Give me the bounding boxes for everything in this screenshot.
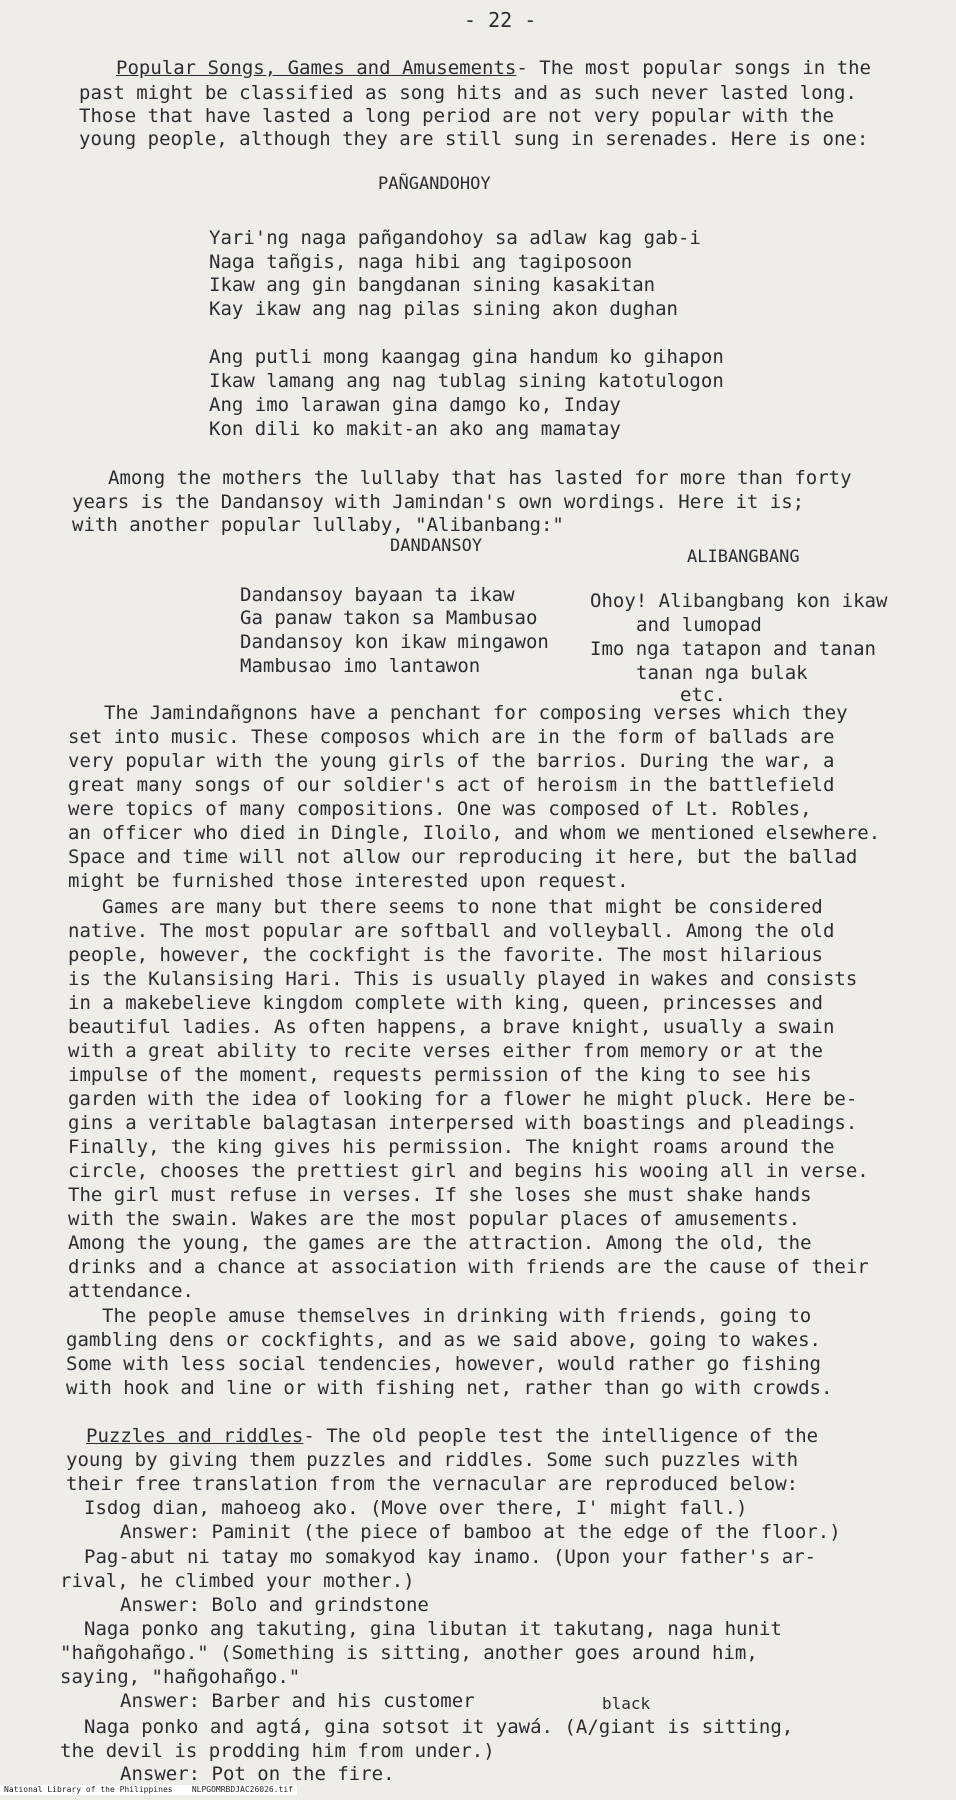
song-line: tanan nga bulak xyxy=(636,662,808,684)
paragraph-line: with another popular lullaby, "Alibanbang:" xyxy=(72,514,564,536)
song-line: Yari'ng naga pañgandohoy sa adlaw kag gab-i xyxy=(209,227,701,249)
section-text: young by giving them puzzles and riddles. Some such puzzles with xyxy=(66,1449,799,1471)
riddle-line: rival, he climbed your mother.) xyxy=(60,1570,415,1592)
paragraph-line: people, however, the cockfight is the favorite. The most hilarious xyxy=(68,944,823,966)
paragraph-line: Space and time will not allow our reproducing it here, but the ballad xyxy=(68,846,858,868)
riddle-line: "hañgohañgo." (Something is sitting, another goes around him, xyxy=(60,1642,758,1664)
section-text: their free translation from the vernacular are reproduced below: xyxy=(66,1473,799,1495)
paragraph-line: with the swain. Wakes are the most popular places of amusements. xyxy=(68,1208,801,1230)
riddle-line: Pag-abut ni tatay mo somakyod kay inamo. (Upon your father's ar- xyxy=(84,1546,817,1568)
section-text: - The old people test the intelligence of the xyxy=(303,1425,819,1447)
song-line: Imo nga tatapon and tanan xyxy=(590,638,876,660)
section-heading-songs: Popular Songs, Games and Amusements xyxy=(116,57,517,79)
paragraph-line: an officer who died in Dingle, Iloilo, and whom we mentioned elsewhere. xyxy=(68,822,881,844)
section-intro-first-line xyxy=(86,1425,818,1447)
song-title: DANDANSOY xyxy=(390,536,483,556)
song-line: Ang imo larawan gina damgo ko, Inday xyxy=(209,394,621,416)
section-text: young people, although they are still sung in serenades. Here is one: xyxy=(79,128,869,150)
paragraph-line: might be furnished those interested upon request. xyxy=(68,870,629,892)
song-line: Ohoy! Alibangbang kon ikaw xyxy=(590,590,888,612)
song-line: Kon dili ko makit-an ako ang mamatay xyxy=(209,418,621,440)
riddle-answer: Answer: Bolo and grindstone xyxy=(120,1594,429,1616)
paragraph-line: great many songs of our soldier's act of heroism in the battlefield xyxy=(68,774,835,796)
riddle-line: Naga ponko and agtá, gina sotsot it yawá. (A/giant is sitting, xyxy=(84,1716,794,1738)
paragraph-line: very popular with the young girls of the barrios. During the war, a xyxy=(68,750,835,772)
paragraph-line: in a makebelieve kingdom complete with king, queen, princesses and xyxy=(68,992,823,1014)
song-line: Mambusao imo lantawon xyxy=(240,655,481,677)
riddle-answer: Answer: Barber and his customer xyxy=(120,1690,475,1712)
song-line: Naga tañgis, naga hibi ang tagiposoon xyxy=(209,251,633,273)
song-line: Dandansoy bayaan ta ikaw xyxy=(240,584,515,606)
riddle-answer: Answer: Pot on the fire. xyxy=(120,1763,395,1785)
song-line: Kay ikaw ang nag pilas sining akon dughan xyxy=(209,298,678,320)
section-text: - The most popular songs in the xyxy=(516,57,871,79)
song-line: and lumopad xyxy=(636,614,762,636)
paragraph-line: with a great ability to recite verses either from memory or at the xyxy=(68,1040,823,1062)
handwritten-insert: black xyxy=(602,1694,651,1713)
page-number: - 22 - xyxy=(464,8,537,32)
riddle-line: saying, "hañgohañgo." xyxy=(60,1666,301,1688)
song-line: Ang putli mong kaangag gina handum ko gihapon xyxy=(209,346,724,368)
paragraph-line: impulse of the moment, requests permission of the king to see his xyxy=(68,1064,812,1086)
paragraph-line: gambling dens or cockfights, and as we said above, going to wakes. xyxy=(66,1329,821,1351)
paragraph-line: is the Kulansising Hari. This is usually played in wakes and consists xyxy=(68,968,858,990)
paragraph-line: Some with less social tendencies, however, would rather go fishing xyxy=(66,1353,821,1375)
song-line: Ikaw ang gin bangdanan sining kasakitan xyxy=(209,274,656,296)
riddle-answer: Answer: Paminit (the piece of bamboo at the edge of the floor.) xyxy=(120,1521,841,1543)
paragraph-line: The people amuse themselves in drinking with friends, going to xyxy=(102,1305,812,1327)
riddle-line: Isdog dian, mahoeog ako. (Move over there, I' might fall.) xyxy=(84,1497,748,1519)
paragraph-line: garden with the idea of looking for a flower he might pluck. Here be- xyxy=(68,1088,858,1110)
section-heading-puzzles: Puzzles and riddles xyxy=(86,1425,304,1447)
paragraph-line: years is the Dandansoy with Jamindan's own wordings. Here it is; xyxy=(72,491,805,513)
section-text: past might be classified as song hits and as such never lasted long. xyxy=(79,82,857,104)
paragraph-line: beautiful ladies. As often happens, a brave knight, usually a swain xyxy=(68,1016,835,1038)
paragraph-line: attendance. xyxy=(68,1280,194,1302)
song-title: PAÑGANDOHOY xyxy=(378,174,491,194)
riddle-line: the devil is prodding him from under.) xyxy=(60,1740,495,1762)
paragraph-line: circle, chooses the prettiest girl and begins his wooing all in verse. xyxy=(68,1160,869,1182)
paragraph-line: Games are many but there seems to none that might be considered xyxy=(102,896,823,918)
paragraph-line: native. The most popular are softball and volleyball. Among the old xyxy=(68,920,835,942)
song-title: ALIBANGBANG xyxy=(687,547,800,567)
paragraph-line: The girl must refuse in verses. If she loses she must shake hands xyxy=(68,1184,812,1206)
paragraph-line: The Jamindañgnons have a penchant for composing verses which they xyxy=(104,702,848,724)
paragraph-line: were topics of many compositions. One was composed of Lt. Robles, xyxy=(68,798,812,820)
paragraph-line: Among the mothers the lullaby that has lasted for more than forty xyxy=(108,467,852,489)
song-line: etc. xyxy=(680,684,726,706)
paragraph-line: with hook and line or with fishing net, rather than go with crowds. xyxy=(66,1377,833,1399)
paragraph-line: drinks and a chance at association with friends are the cause of their xyxy=(68,1256,869,1278)
section-intro-first-line xyxy=(116,57,871,79)
riddle-line: Naga ponko ang takuting, gina libutan it takutang, naga hunit xyxy=(84,1618,782,1640)
song-line: Ga panaw takon sa Mambusao xyxy=(240,607,538,629)
scan-footer: National Library of the Philippines NLPGOMRBDJAC26026.tif xyxy=(0,1785,297,1795)
song-line: Dandansoy kon ikaw mingawon xyxy=(240,631,549,653)
paragraph-line: Among the young, the games are the attraction. Among the old, the xyxy=(68,1232,812,1254)
paragraph-line: set into music. These composos which are in the form of ballads are xyxy=(68,726,835,748)
song-line: Ikaw lamang ang nag tublag sining katotulogon xyxy=(209,370,724,392)
paragraph-line: Finally, the king gives his permission. The knight roams around the xyxy=(68,1136,835,1158)
paragraph-line: gins a veritable balagtasan interpersed with boastings and pleadings. xyxy=(68,1112,858,1134)
section-text: Those that have lasted a long period are not very popular with the xyxy=(79,105,834,127)
